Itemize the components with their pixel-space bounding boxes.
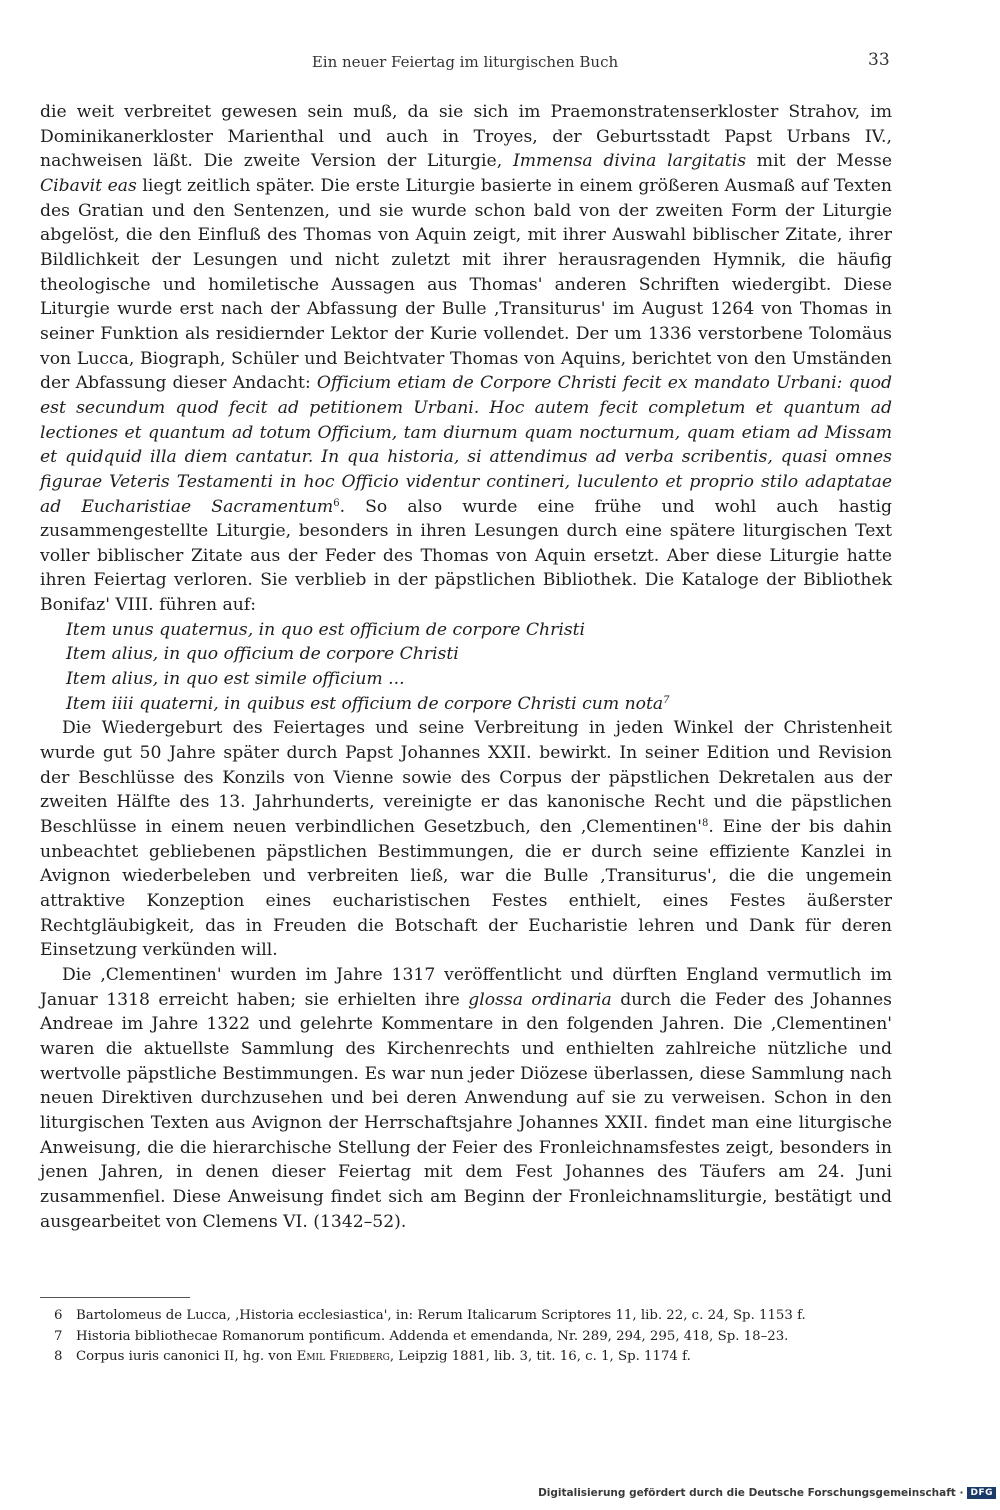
footnote-ref-6: 6 (333, 497, 340, 509)
footnote-divider (40, 1297, 190, 1298)
author-name: Emil Friedberg (296, 1349, 390, 1364)
quote-line: Item iiii quaterni, in quibus est officium de corpore Christi cum nota$^7$ (66, 693, 670, 714)
main-text (40, 100, 892, 1234)
quote-line: Item unus quaternus, in quo est officium de corpore Christi (66, 619, 586, 640)
dfg-logo-icon: DFG (967, 1487, 996, 1499)
paragraph-2: Die Wiedergeburt des Feiertages und seine Verbreitung in jeden Winkel der Christenheit wurde gut 50 Jahre später durch Papst Johannes XXII. bewirkt. In seiner Edition und Revision der Beschlüsse des Konzils von Vienne sowie des Corpus der päpstlichen Dekretalen aus der zweiten Hälfte des 13. Jahrhunderts, vereinigte er das kanonische Recht und die päpstlichen Beschlüsse in einem neuen verbindlichen Gesetzbuch, den $‚Clementinen'^8$. Eine der bis dahin unbeachtet gebliebenen päpstlichen Bestimmungen, die er durch seine effiziente Kanzlei in Avignon wiederbeleben und verbreiten ließ, war die Bulle ‚Transiturus', die die ungemein attraktive Konzeption eines eucharistischen Festes enthielt, eines Festes äußerster Rechtgläubigkeit, das in Freuden die Botschaft der Eucharistie lehren und Dank für deren Einsetzung verkünden will. (40, 718, 892, 961)
quote-line: Item alius, in quo est simile officium ... (66, 669, 405, 690)
footnote-number: 8 (54, 1349, 63, 1364)
footnotes (40, 1306, 892, 1368)
running-title: Ein neuer Feiertag im liturgischen Buch (311, 53, 619, 71)
credit-text: Digitalisierung gefördert durch die Deutsche Forschungsgemeinschaft · (538, 1487, 964, 1499)
digitization-credit (538, 1485, 996, 1501)
footnote-number: 6 (54, 1308, 63, 1323)
footnote-7: 7 Historia bibliothecae Romanorum pontificum. Addenda et emendanda, Nr. 289, 294, 295, 418, Sp. 18–23. (40, 1327, 892, 1348)
paragraph-1: die weit verbreitet gewesen sein muß, da sie sich im Praemonstratenserkloster Strahov, im Dominikanerkloster Marienthal und auch in Troyes, der Geburtsstadt Papst Urbans IV., nachweisen läßt. Die zweite Version der Liturgie, Immensa divina largitatis mit der Messe Cibavit eas liegt zeitlich später. Die erste Liturgie basierte in einem größeren Ausmaß auf Texten des Gratian und den Sentenzen, und sie wurde schon bald von der zweiten Form der Liturgie abgelöst, die den Einfluß des Thomas von Aquin zeigt, mit ihrer Auswahl biblischer Zitate, ihrer Bildlichkeit der Lesungen und nicht zuletzt mit ihrer herausragenden Hymnik, die häufig theologische und homiletische Aussagen aus Thomas' anderen Schriften wiedergibt. Diese Liturgie wurde erst nach der Abfassung der Bulle ‚Transiturus' im August 1264 von Thomas in seiner Funktion als residiernder Lektor der Kurie vollendet. Der um 1336 verstorbene Tolomäus von Lucca, Biograph, Schüler und Beichtvater Thomas von Aquins, berichtet von den Umständen der Abfassung dieser Andacht: Officium etiam de Corpore Christi fecit ex mandato Urbani: quod est secundum quod fecit ad petitionem Urbani. Hoc autem fecit completum et quantum ad lectiones et quantum ad totum Officium, tam diurnum quam nocturnum, quam etiam ad Missam et quidquid illa diem cantatur. In qua historia, si attendimus ad verba scribentis, quasi omnes figurae Veteris Testamenti in hoc Officio videntur contineri, luculento et proprio stilo adaptatae ad Eucharistiae Sacramentum$^6$. So also wurde eine frühe und wohl auch hastig zusammengestellte Liturgie, besonders in ihren Lesungen durch eine spätere liturgischen Text voller biblischer Zitate aus der Feder des Thomas von Aquin ersetzt. Aber diese Liturgie hatte ihren Feiertag verloren. Sie verblieb in der päpstlichen Bibliothek. Die Kataloge der Bibliothek Bonifaz' VIII. führen auf: (40, 102, 893, 616)
footnote-8: 8 Corpus iuris canonici II, hg. von Emil Friedberg, Leipzig 1881, lib. 3, tit. 16, c. 1, Sp. 1174 f. (40, 1347, 892, 1368)
footnote-ref-8: 8 (701, 818, 709, 830)
footnote-ref-7: 7 (663, 694, 670, 706)
catalog-quote-list (40, 618, 892, 717)
running-header (0, 50, 1000, 74)
latin-quote: Officium etiam de Corpore Christi fecit ex mandato Urbani: quod est secundum quod fecit ad petitionem Urbani. Hoc autem fecit completum et quantum ad lectiones et quantum ad totum Officium, tam diurnum quam nocturnum, quam etiam ad Missam et quidquid illa diem cantatur. In qua historia, si attendimus ad verba scribentis, quasi omnes figurae Veteris Testamenti in hoc Officio videntur contineri, luculento et proprio stilo adaptatae ad Eucharistiae Sacramentum (40, 373, 892, 517)
paragraph-3: Die ‚Clementinen' wurden im Jahre 1317 veröffentlicht und dürften England vermutlich im Januar 1318 erreicht haben; sie erhielten ihre glossa ordinaria durch die Feder des Johannes Andreae im Jahre 1322 und gelehrte Kommentare in den folgenden Jahren. Die ‚Clementinen' waren die aktuellste Sammlung des Kirchenrechts und enthielten zahlreiche nützliche und wertvolle päpstliche Bestimmungen. Es war nun jeder Diözese überlassen, diese Sammlung nach neuen Direktiven durchzusehen und bei deren Anwendung auf sie zu verweisen. Schon in den liturgischen Texten aus Avignon der Herrschaftsjahre Johannes XXII. findet man eine liturgische Anweisung, die die hierarchische Stellung der Feier des Fronleichnamsfestes zeigt, besonders in jenen Jahren, in denen dieser Feiertag mit dem Fest Johannes des Täufers am 24. Juni zusammenfiel. Diese Anweisung findet sich am Beginn der Fronleichnamsliturgie, bestätigt und ausgearbeitet von Clemens VI. (1342–52). (40, 964, 892, 1232)
footnote-number: 7 (54, 1328, 63, 1344)
quote-line: Item alius, in quo officium de corpore Christi (66, 644, 459, 665)
footnote-6: 6 Bartolomeus de Lucca, ‚Historia ecclesiastica', in: Rerum Italicarum Scriptores 11, lib. 22, c. 24, Sp. 1153 f. (40, 1306, 892, 1327)
page-number: 33 (868, 50, 890, 70)
